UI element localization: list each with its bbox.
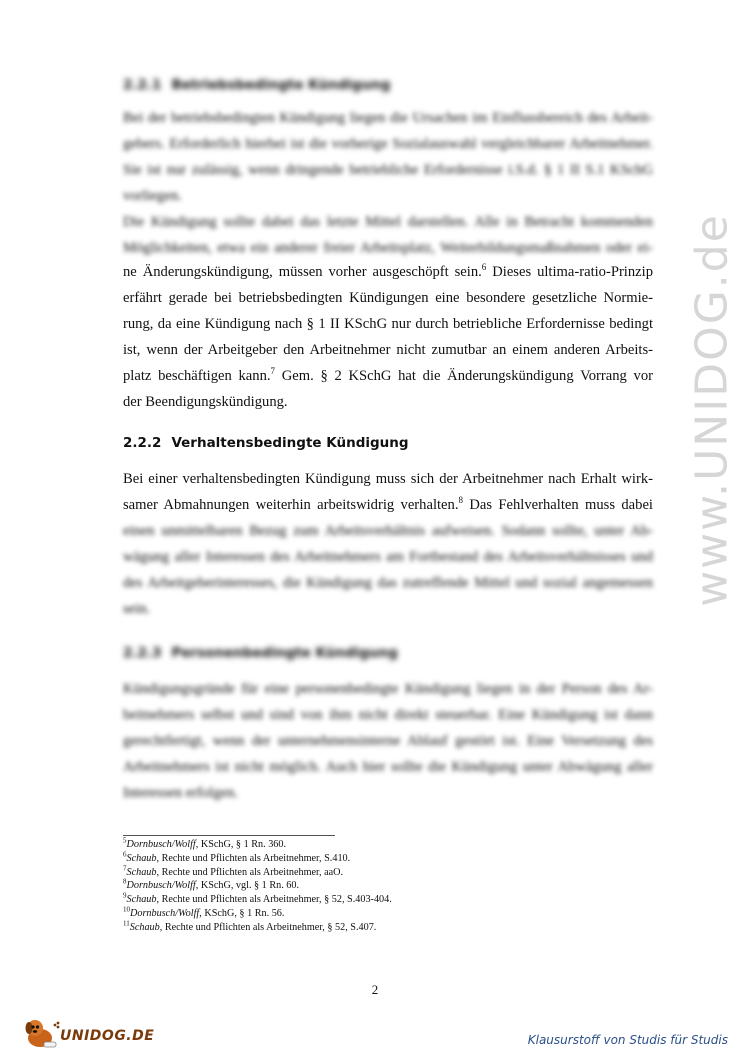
footnote-text: , Rechte und Pflichten als Arbeitnehmer, S.410. [156,852,351,864]
footnote [123,838,623,852]
footnote-ref[interactable]: 8 [458,495,463,506]
text-span: Dieses ultima-ratio-Prinzip [486,264,653,280]
text-span: platz beschäftigen kann. [123,368,271,384]
unidog-logo[interactable] [22,1016,157,1050]
text-line: Arbeitnehmers ist nicht möglich. Auch hier sollte die Kündigung unter Abwägung aller [123,759,653,775]
footnote-number: 9 [123,891,127,900]
text-line: vorliegen. [123,188,182,204]
footnote-number: 11 [123,919,130,928]
footnote-ref[interactable]: 7 [270,366,276,377]
footer-tagline: Klausurstoff von Studis für Studis [527,1033,728,1047]
text-line [123,492,653,518]
text-line: wägung aller Interessen des Arbeitnehmers am Fortbestand des Arbeitsverhältnisses und [123,549,653,565]
logo-text: UNIDOG.DE [60,1028,155,1044]
footnote [123,866,623,880]
footnote-author: Dornbusch/Wolff [130,907,200,919]
text-line: beitnehmers selbst und sind von ihm nicht direkt steuerbar. Eine Kündigung ist dann [123,707,653,723]
text-span: Das Fehlverhalten muss dabei [462,497,653,513]
footnote [123,921,623,935]
section-heading-223 [123,645,398,661]
footnote-number: 8 [123,878,127,886]
footnote-text: , Rechte und Pflichten als Arbeitnehmer, § 52, S.407. [159,921,377,933]
paragraph-222-blurred [123,518,653,622]
footnote-text: , KSchG, vgl. § 1 Rn. 60. [195,880,300,892]
dog-mascot-icon [22,1016,62,1050]
footnote-text: , KSchG, § 1 Rn. 56. [199,907,285,919]
text-line: Kündigungsgründe für eine personenbedingte Kündigung liegen in der Person des Ar- [123,681,653,697]
footnote [123,907,623,921]
footnote-author: Schaub [126,866,157,878]
text-line: ist, wenn der Arbeitgeber den Arbeitnehmer nicht zumutbar an einem anderen Arbeits- [123,342,653,358]
text-line [123,363,653,389]
section-title: Personenbedingte Kündigung [171,645,398,661]
section-title: Verhaltensbedingte Kündigung [171,435,409,451]
text-line: der Beendigungskündigung. [123,394,288,410]
footnote-ref[interactable]: 6 [481,262,487,273]
footnote-author: Schaub [126,852,157,864]
text-line: Bei einer verhaltensbedingten Kündigung muss sich der Arbeitnehmer nach Erhalt wirk- [123,471,653,487]
text-span: samer Abmahnungen weiterhin arbeitswidrig verhalten. [123,497,459,513]
footnote-rule [123,835,335,836]
text-span: ne Änderungskündigung, müssen vorher ausgeschöpft sein. [123,264,482,280]
paragraph-221-blurred [123,105,653,261]
footnotes [123,838,623,935]
text-line: sein. [123,601,151,617]
footnote [123,852,623,866]
section-title: Betriebsbedingte Kündigung [171,77,391,93]
footnote-number: 5 [123,836,127,845]
footnote-number: 10 [123,905,130,914]
footnote-author: Schaub [129,921,160,933]
footnote [123,893,623,907]
text-line: Möglichkeiten, etwa ein anderer freier Arbeitsplatz, Weiterbildungsmaßnahmen oder ei- [123,240,653,256]
text-line: gebers. Erforderlich hierbei ist die vorherige Sozialauswahl vergleichbarer Arbeitnehmer. [123,136,653,152]
text-line: Sie ist nur zulässig, wenn dringende betriebliche Erfordernisse i.S.d. § 1 II S.1 KSchG [123,162,653,178]
paragraph-223-blurred [123,676,653,806]
text-line: erfährt gerade bei betriebsbedingten Kündigungen eine besondere gesetzliche Normie- [123,290,653,306]
section-number: 2.2.1 [123,77,162,93]
footnote-text: , Rechte und Pflichten als Arbeitnehmer, aaO. [156,866,344,878]
footnote-text: , Rechte und Pflichten als Arbeitnehmer, § 52, S.403-404. [156,894,392,906]
text-line: Bei der betriebsbedingten Kündigung liegen die Ursachen im Einflussbereich des Arbeit- [123,110,653,126]
footnote-author: Schaub [126,894,157,906]
text-line: einen unmittelbaren Bezug zum Arbeitsverhältnis aufweisen. Sodann sollte, unter Ab- [123,523,653,539]
paragraph-221-clear [123,259,653,415]
section-number: 2.2.2 [123,435,162,451]
footnote-author: Dornbusch/Wolff [126,839,196,850]
text-line: gerechtfertigt, wenn der unternehmensinterne Ablauf gestört ist. Eine Versetzung des [123,733,653,749]
section-heading-221 [123,77,390,93]
section-number: 2.2.3 [123,645,162,661]
footnote [123,879,623,893]
footnote-text: , KSchG, § 1 Rn. 360. [195,839,287,850]
text-span: Gem. § 2 KSchG hat die Änderungskündigung Vorrang vor [275,368,653,384]
page-number: 2 [371,982,379,997]
watermark: www.UNIDOG.de [686,213,738,607]
footnote-number: 7 [123,864,127,873]
text-line: des Arbeitgeberinteresses, die Kündigung das zutreffende Mittel und sozial angemessen [123,575,653,591]
text-line: Die Kündigung sollte dabei das letzte Mittel darstellen. Alle in Betracht kommenden [123,214,653,230]
footnote-author: Dornbusch/Wolff [126,880,196,892]
text-line: rung, da eine Kündigung nach § 1 II KSchG nur durch betriebliche Erfordernisse bedingt [123,316,653,332]
text-line: Interessen erfolgen. [123,785,239,801]
text-line [123,259,653,285]
section-heading-222 [123,435,409,451]
paragraph-222-clear [123,466,653,518]
footnote-number: 6 [123,850,127,859]
